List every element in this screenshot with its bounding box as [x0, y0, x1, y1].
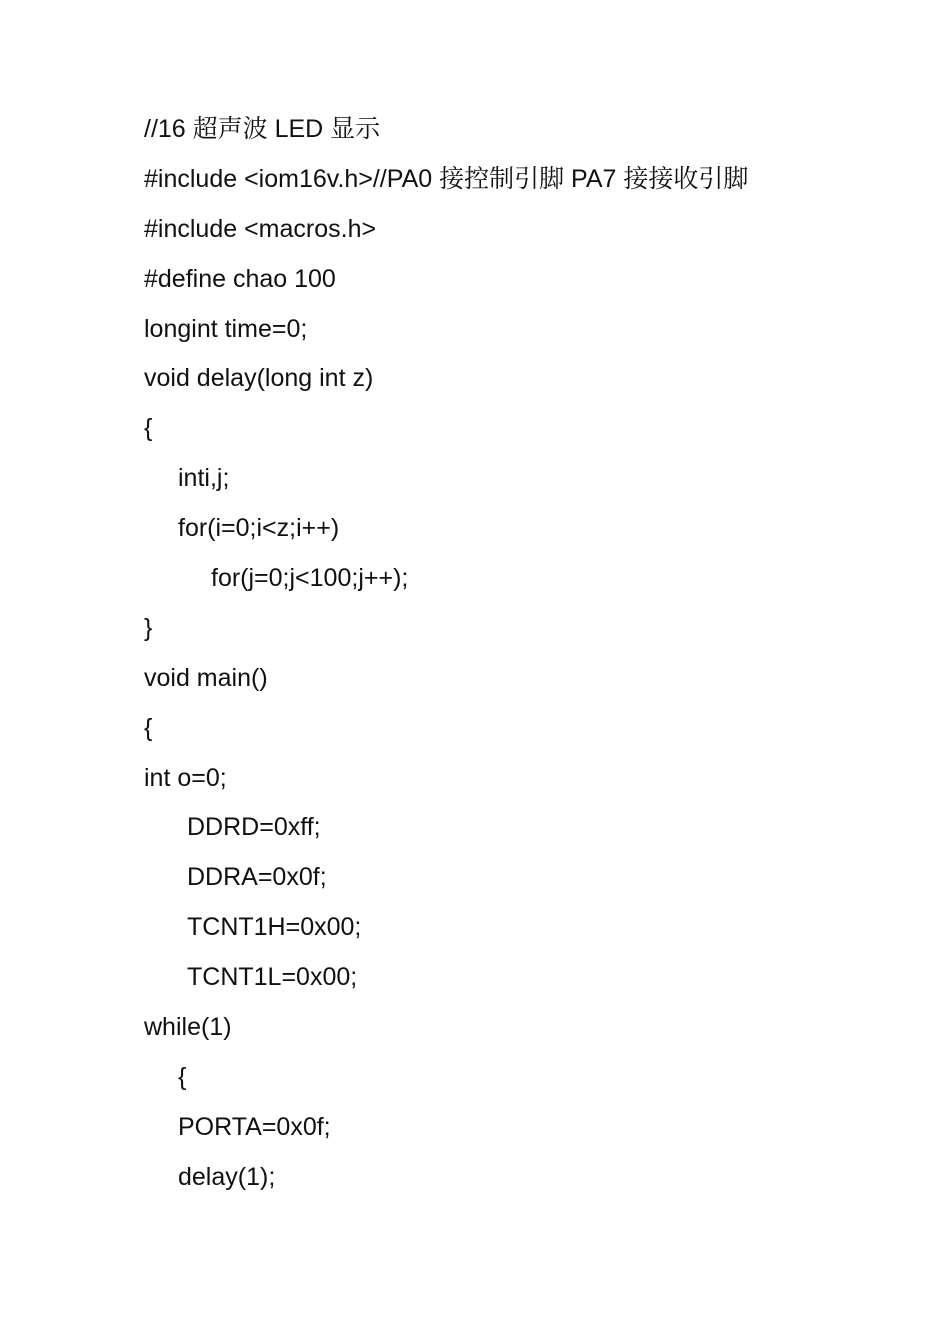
- code-line-define-chao: #define chao 100: [144, 264, 336, 293]
- code-line-outer-for: for(i=0;i<z;i++): [178, 514, 340, 543]
- code-line-ddra: DDRA=0x0f;: [187, 863, 327, 892]
- code-line-tcnt1h: TCNT1H=0x00;: [187, 913, 362, 942]
- code-line-while: while(1): [144, 1013, 232, 1042]
- code-line-delay-signature: void delay(long int z): [144, 364, 374, 393]
- code-line-time-declaration: longint time=0;: [144, 314, 308, 343]
- code-line-delay-call: delay(1);: [178, 1162, 276, 1191]
- code-line-inner-for: for(j=0;j<100;j++);: [211, 564, 409, 593]
- code-line-tcnt1l: TCNT1L=0x00;: [187, 963, 358, 992]
- code-line-main-open-brace: {: [144, 713, 153, 742]
- code-line-porta: PORTA=0x0f;: [178, 1112, 331, 1141]
- code-line-while-open-brace: {: [178, 1062, 187, 1091]
- code-line-delay-vars: inti,j;: [178, 464, 230, 493]
- code-line-comment-title: //16 超声波 LED 显示: [144, 115, 381, 143]
- code-line-include-macros: #include <macros.h>: [144, 214, 377, 243]
- code-block: [144, 105, 904, 1203]
- code-line-delay-open-brace: {: [144, 414, 153, 443]
- code-line-include-iom16v: #include <iom16v.h>//PA0 接控制引脚 PA7 接接收引脚: [144, 164, 749, 193]
- code-line-delay-close-brace: }: [144, 613, 153, 642]
- code-line-ddrd: DDRD=0xff;: [187, 813, 321, 842]
- code-line-main-signature: void main(): [144, 663, 268, 692]
- code-line-int-o: int o=0;: [144, 763, 227, 792]
